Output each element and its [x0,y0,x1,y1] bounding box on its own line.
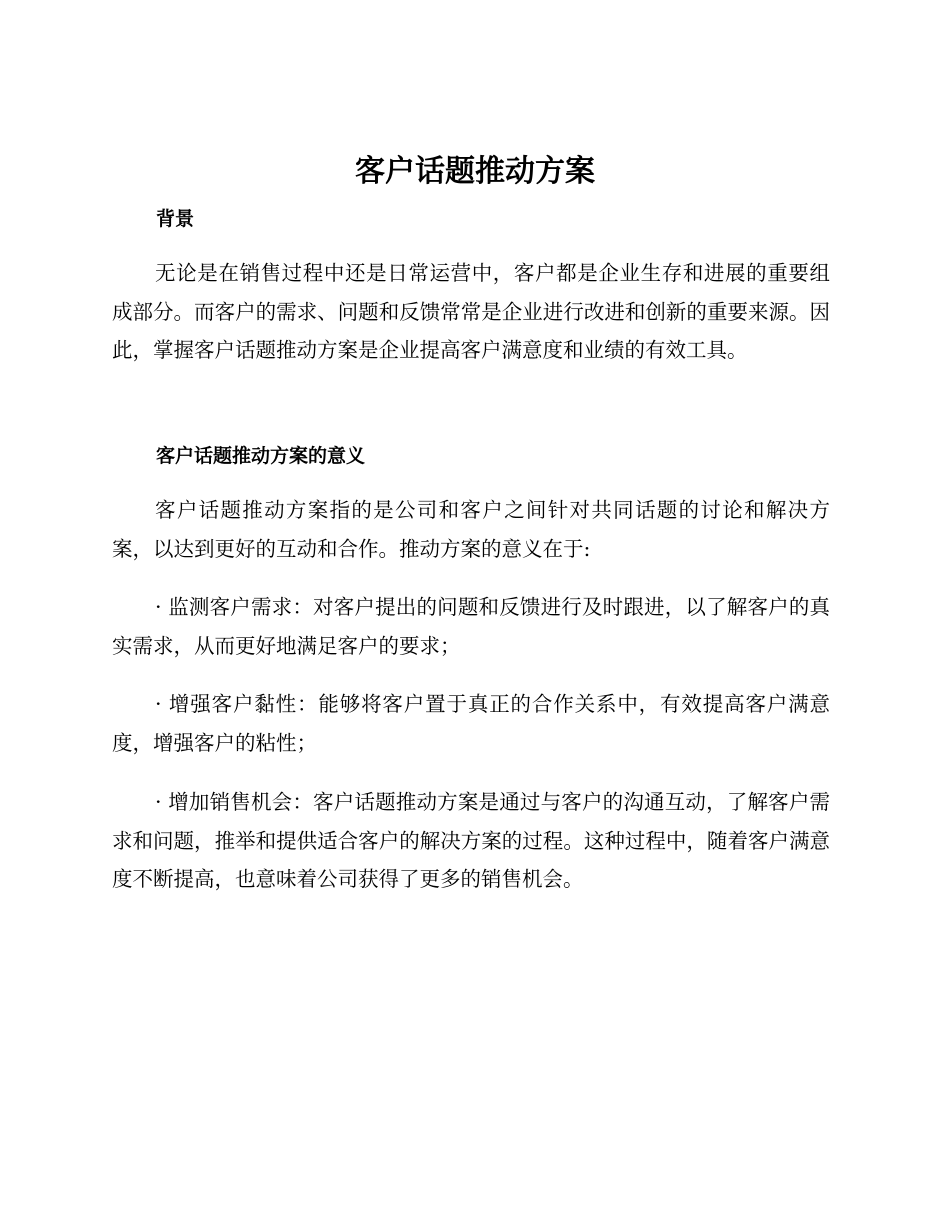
bullet-item-customer-stickiness: · 增强客户黏性：能够将客户置于真正的合作关系中，有效提高客户满意度，增强客户的粘性； [112,692,830,755]
section-paragraph-meaning: 客户话题推动方案指的是公司和客户之间针对共同话题的讨论和解决方案，以达到更好的互动和合作。推动方案的意义在于: [112,498,830,561]
document-title: 客户话题推动方案 [355,154,595,189]
section-heading-meaning: 客户话题推动方案的意义 [156,445,366,467]
bullet-item-monitor-needs: · 监测客户需求：对客户提出的问题和反馈进行及时跟进，以了解客户的真实需求，从而更好地满足客户的要求； [112,595,830,658]
bullet-item-sales-opportunities: · 增加销售机会：客户话题推动方案是通过与客户的沟通互动，了解客户需求和问题，推举和提供适合客户的解决方案的过程。这种过程中，随着客户满意度不断提高，也意味着公司获得了更多的销售机会。 [112,790,830,891]
section-heading-background: 背景 [156,208,195,230]
section-paragraph-background: 无论是在销售过程中还是日常运营中，客户都是企业生存和进展的重要组成部分。而客户的需求、问题和反馈常常是企业进行改进和创新的重要来源。因此，掌握客户话题推动方案是企业提高客户满意度和业绩的有效工具。 [112,261,830,362]
